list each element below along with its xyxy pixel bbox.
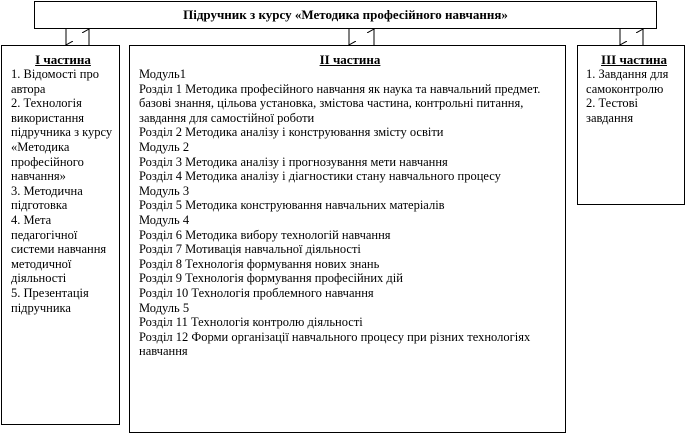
part-3-box <box>577 45 685 205</box>
list-item: Розділ 9 Технологія формування професійних дій <box>139 271 403 286</box>
list-item: 1. Завдання для самоконтролю <box>586 67 669 96</box>
list-item: Розділ 12 Форми організації навчального процесу при різних технологіях навчання <box>139 329 531 359</box>
textbook-title: Підручник з курсу «Методика професійного навчання» <box>183 7 508 22</box>
part-1-list <box>11 67 115 315</box>
list-item: 2. Технологія використання підручника з курсу «Методика професійного навчання» <box>11 96 113 184</box>
list-item: 5. Презентація підручника <box>11 285 89 315</box>
part-2-heading: II частина <box>319 52 381 67</box>
list-item: Розділ 4 Методика аналізу і діагностики стану навчального процесу <box>139 169 501 184</box>
list-item: 4. Мета педагогічної системи навчання методичної діяльності <box>11 212 107 286</box>
list-item: Модуль 2 <box>139 139 190 154</box>
list-item: базові знання, цільова установка, змістова частина, контрольні питання, завдання для самостійної роботи <box>139 96 524 125</box>
part-3-list <box>586 67 682 125</box>
list-item: Модуль 4 <box>139 212 190 227</box>
list-item: Розділ 2 Методика аналізу і конструювання змісту освіти <box>139 125 444 140</box>
part-3-heading: III частина <box>601 52 667 67</box>
list-item: 3. Методична підготовка <box>11 183 83 213</box>
textbook-title-box <box>34 1 657 29</box>
list-item: Розділ 5 Методика конструювання навчальних матеріалів <box>139 198 445 213</box>
list-item: Розділ 3 Методика аналізу і прогнозування мети навчання <box>139 154 448 169</box>
list-item: Розділ 6 Методика вибору технологій навчання <box>139 227 391 242</box>
list-item: Розділ 1 Методика професійного навчання як наука та навчальний предмет. <box>139 81 541 96</box>
list-item: Модуль 3 <box>139 183 190 198</box>
part-1-heading: I частина <box>35 52 91 67</box>
list-item: 1. Відомості про автора <box>11 67 99 96</box>
part-2-box <box>129 45 566 433</box>
list-item: Модуль 5 <box>139 300 190 315</box>
part-2-list <box>139 67 561 359</box>
list-item: Розділ 7 Мотивація навчальної діяльності <box>139 242 361 257</box>
list-item: 2. Тестові завдання <box>586 96 638 125</box>
list-item: Розділ 8 Технологія формування нових знань <box>139 256 380 271</box>
part-1-box <box>1 45 120 425</box>
list-item: Розділ 11 Технологія контролю діяльності <box>139 315 363 330</box>
list-item: Модуль1 <box>139 67 186 81</box>
list-item: Розділ 10 Технологія проблемного навчання <box>139 285 374 300</box>
